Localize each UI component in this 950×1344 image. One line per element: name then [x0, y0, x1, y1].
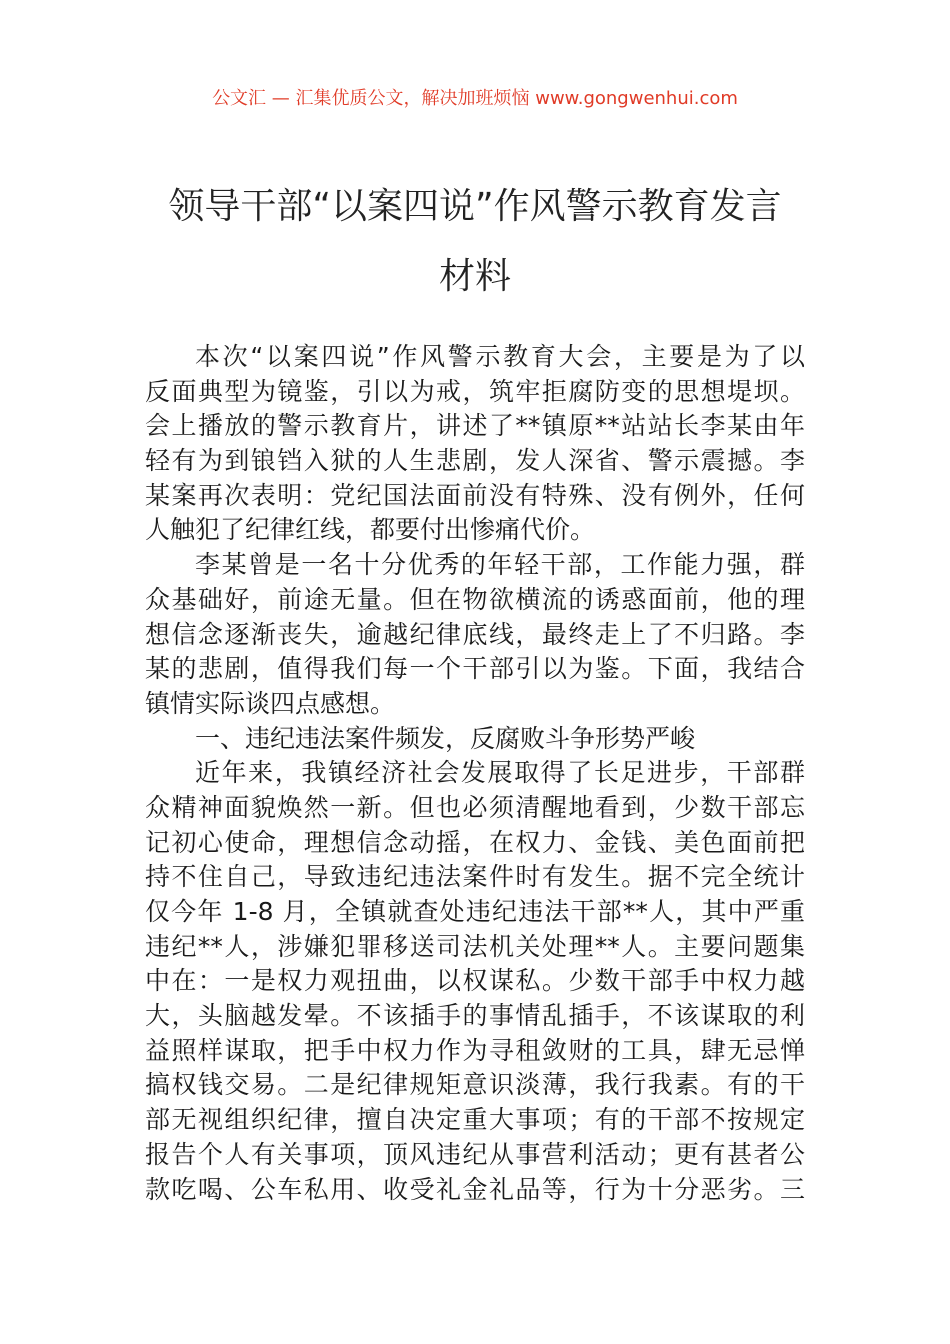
text-line: 报告个人有关事项，顶风违纪从事营利活动；更有甚者公: [145, 1139, 805, 1169]
text-line: 款吃喝、公车私用、收受礼金礼品等，行为十分恶劣。三: [145, 1174, 805, 1204]
text-line: 本次“以案四说”作风警示教育大会，主要是为了以: [195, 342, 805, 371]
text-line: 仅今年 1-8 月，全镇就查处违纪违法干部**人，其中严重: [145, 897, 805, 926]
text-line: 镇情实际谈四点感想。: [145, 688, 396, 718]
text-line: 大，头脑越发晕。不该插手的事情乱插手，不该谋取的利: [145, 1001, 805, 1031]
section-heading: [145, 722, 805, 757]
paragraph: [145, 340, 805, 548]
watermark-header: 公文汇 — 汇集优质公文，解决加班烦恼 www.gongwenhui.com: [212, 88, 738, 109]
text-line: 部无视组织纪律，擅自决定重大事项；有的干部不按规定: [145, 1105, 805, 1135]
text-line: 想信念逐渐丧失，逾越纪律底线，最终走上了不归路。李: [145, 619, 805, 649]
text-line: 轻有为到锒铛入狱的人生悲剧，发人深省、警示震撼。李: [145, 446, 805, 476]
text-line: 近年来，我镇经济社会发展取得了长足进步，干部群: [195, 758, 805, 788]
text-line: 益照样谋取，把手中权力作为寻租敛财的工具，肆无忌惮: [145, 1035, 805, 1065]
text-line: 一、违纪违法案件频发，反腐败斗争形势严峻: [195, 723, 696, 753]
text-line: 反面典型为镜鉴，引以为戒，筑牢拒腐防变的思想堤坝。: [145, 376, 805, 406]
document-title-line-1: 领导干部“以案四说”作风警示教育发言: [168, 186, 782, 227]
text-line: 持不住自己，导致违纪违法案件时有发生。据不完全统计: [145, 862, 805, 892]
text-line: 中在：一是权力观扭曲，以权谋私。少数干部手中权力越: [145, 966, 805, 996]
text-line: 会上播放的警示教育片，讲述了**镇原**站站长李某由年: [145, 411, 805, 441]
text-line: 搞权钱交易。二是纪律规矩意识淡薄，我行我素。有的干: [145, 1070, 805, 1100]
document-body: [145, 340, 805, 1207]
text-line: 某案再次表明：党纪国法面前没有特殊、没有例外，任何: [145, 480, 805, 510]
text-line: 众精神面貌焕然一新。但也必须清醒地看到，少数干部忘: [145, 792, 805, 822]
text-line: 某的悲剧，值得我们每一个干部引以为鉴。下面，我结合: [145, 654, 805, 684]
text-line: 众基础好，前途无量。但在物欲横流的诱惑面前，他的理: [145, 584, 805, 614]
paragraph: [145, 756, 805, 1207]
text-line: 李某曾是一名十分优秀的年轻干部，工作能力强，群: [195, 550, 805, 580]
text-line: 人触犯了纪律红线，都要付出惨痛代价。: [145, 515, 596, 545]
document-title-line-2: 材料: [438, 256, 511, 297]
paragraph: [145, 548, 805, 721]
text-line: 记初心使命，理想信念动摇，在权力、金钱、美色面前把: [145, 827, 805, 857]
text-line: 违纪**人，涉嫌犯罪移送司法机关处理**人。主要问题集: [145, 931, 805, 961]
